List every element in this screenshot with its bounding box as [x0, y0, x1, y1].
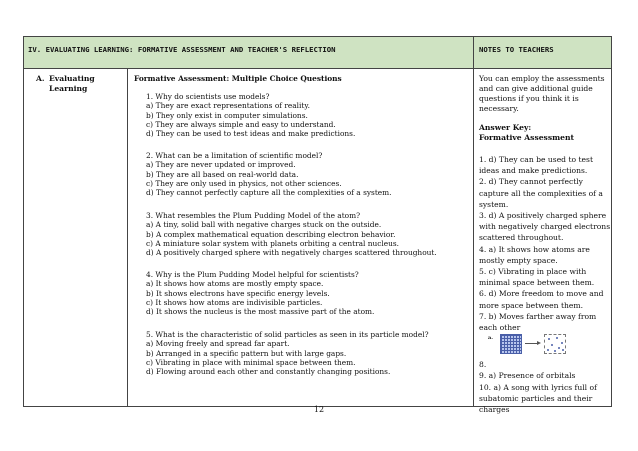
section-label-cell — [24, 69, 128, 407]
question-option: b) It shows electrons have specific energy levels. — [146, 288, 330, 298]
question-option: a) Moving freely and spread far apart. — [146, 339, 290, 349]
answer-item: 2. d) They cannot perfectly capture all the complexities of a system. — [479, 177, 603, 209]
question-option: d) They cannot perfectly capture all the complexities of a system. — [146, 188, 392, 198]
section-letter: A. — [36, 74, 45, 83]
question-stem: 3. What resembles the Plum Pudding Model of the atom? — [146, 211, 361, 220]
page-number: 12 — [313, 405, 325, 414]
question-option: c) They are always simple and easy to understand. — [146, 119, 336, 129]
answer-list — [479, 154, 614, 415]
question-option: d) It shows the nucleus is the most massive part of the atom. — [146, 307, 375, 317]
question-option: b) They are all based on real-world data. — [146, 169, 299, 179]
question-5 — [146, 330, 429, 376]
answer-item: 5. c) Vibrating in place with minimal space between them. — [479, 267, 595, 288]
answer-item: 7. b) Moves farther away from each other — [479, 311, 597, 333]
notes-cell — [474, 69, 612, 415]
answer-item: 3. d) A positively charged sphere with negatively charged electrons scattered throughout. — [479, 211, 611, 243]
question-stem: 4. Why is the Plum Pudding Model helpful for scientists? — [146, 270, 359, 279]
question-option: a) They are never updated or improved. — [146, 160, 296, 170]
answer-item: 1. d) They can be used to test ideas and make predictions. — [479, 155, 593, 176]
answer-item: 10. a) A song with lyrics full of subatomic particles and their charges — [479, 382, 597, 415]
section-heading: IV. EVALUATING LEARNING: FORMATIVE ASSESSMENT AND TEACHER'S REFLECTION — [24, 37, 474, 69]
question-1 — [146, 92, 355, 138]
assessment-title: Formative Assessment: Multiple Choice Questions — [134, 74, 342, 83]
arrow-head-icon — [537, 341, 541, 345]
answer-item: 9. a) Presence of orbitals — [479, 371, 576, 381]
question-option: a) A tiny, solid ball with negative charges stuck on the outside. — [146, 220, 382, 230]
question-option: d) A positively charged sphere with negatively charges scattered throughout. — [146, 248, 437, 258]
section-label-line2: Learning — [49, 83, 88, 93]
question-option: c) A miniature solar system with planets orbiting a central nucleus. — [146, 238, 400, 248]
question-option: c) They are only used in physics, not other sciences. — [146, 178, 342, 188]
question-option: d) They can be used to test ideas and make predictions. — [146, 129, 356, 139]
notes-heading: NOTES TO TEACHERS — [474, 37, 612, 69]
particle-model-figure — [482, 332, 610, 354]
question-3 — [146, 211, 437, 257]
question-option: a) It shows how atoms are mostly empty space. — [146, 279, 324, 289]
question-2 — [146, 151, 392, 197]
table-header-row — [24, 37, 612, 69]
answer-key-title — [479, 123, 609, 143]
question-option: b) They only exist in computer simulations. — [146, 110, 308, 120]
question-stem: 5. What is the characteristic of solid particles as seen in its particle model? — [146, 330, 429, 339]
table-body-row — [24, 69, 612, 407]
figure-label: a. — [488, 335, 493, 341]
question-option: d) Flowing around each other and constantly changing positions. — [146, 367, 391, 377]
answer-key-line1: Answer Key: — [479, 123, 532, 132]
section-label-line1: Evaluating — [49, 74, 95, 83]
question-stem: 2. What can be a limitation of scientific model? — [146, 151, 323, 160]
question-option: b) A complex mathematical equation describing electron behavior. — [146, 229, 396, 239]
spread-particles-icon — [544, 334, 566, 354]
question-4 — [146, 270, 374, 316]
question-stem: 1. Why do scientists use models? — [146, 92, 270, 101]
question-option: a) They are exact representations of reality. — [146, 101, 310, 111]
question-option: c) Vibrating in place with minimal space between them. — [146, 357, 356, 367]
assessment-cell — [128, 69, 474, 407]
question-option: c) It shows how atoms are indivisible particles. — [146, 297, 323, 307]
solid-particles-icon — [500, 334, 522, 354]
section-label — [36, 74, 95, 93]
answer-item: 4. a) It shows how atoms are mostly empty space. — [479, 244, 590, 265]
answer-item: 6. d) More freedom to move and more space between them. — [479, 289, 604, 310]
notes-intro: You can employ the assessments and can give additional guide questions if you think it is necessary. — [479, 74, 605, 113]
answer-item: 8. — [479, 360, 487, 370]
question-option: b) Arranged in a specific pattern but with large gaps. — [146, 348, 347, 358]
answer-key-line2: Formative Assessment — [479, 133, 574, 142]
